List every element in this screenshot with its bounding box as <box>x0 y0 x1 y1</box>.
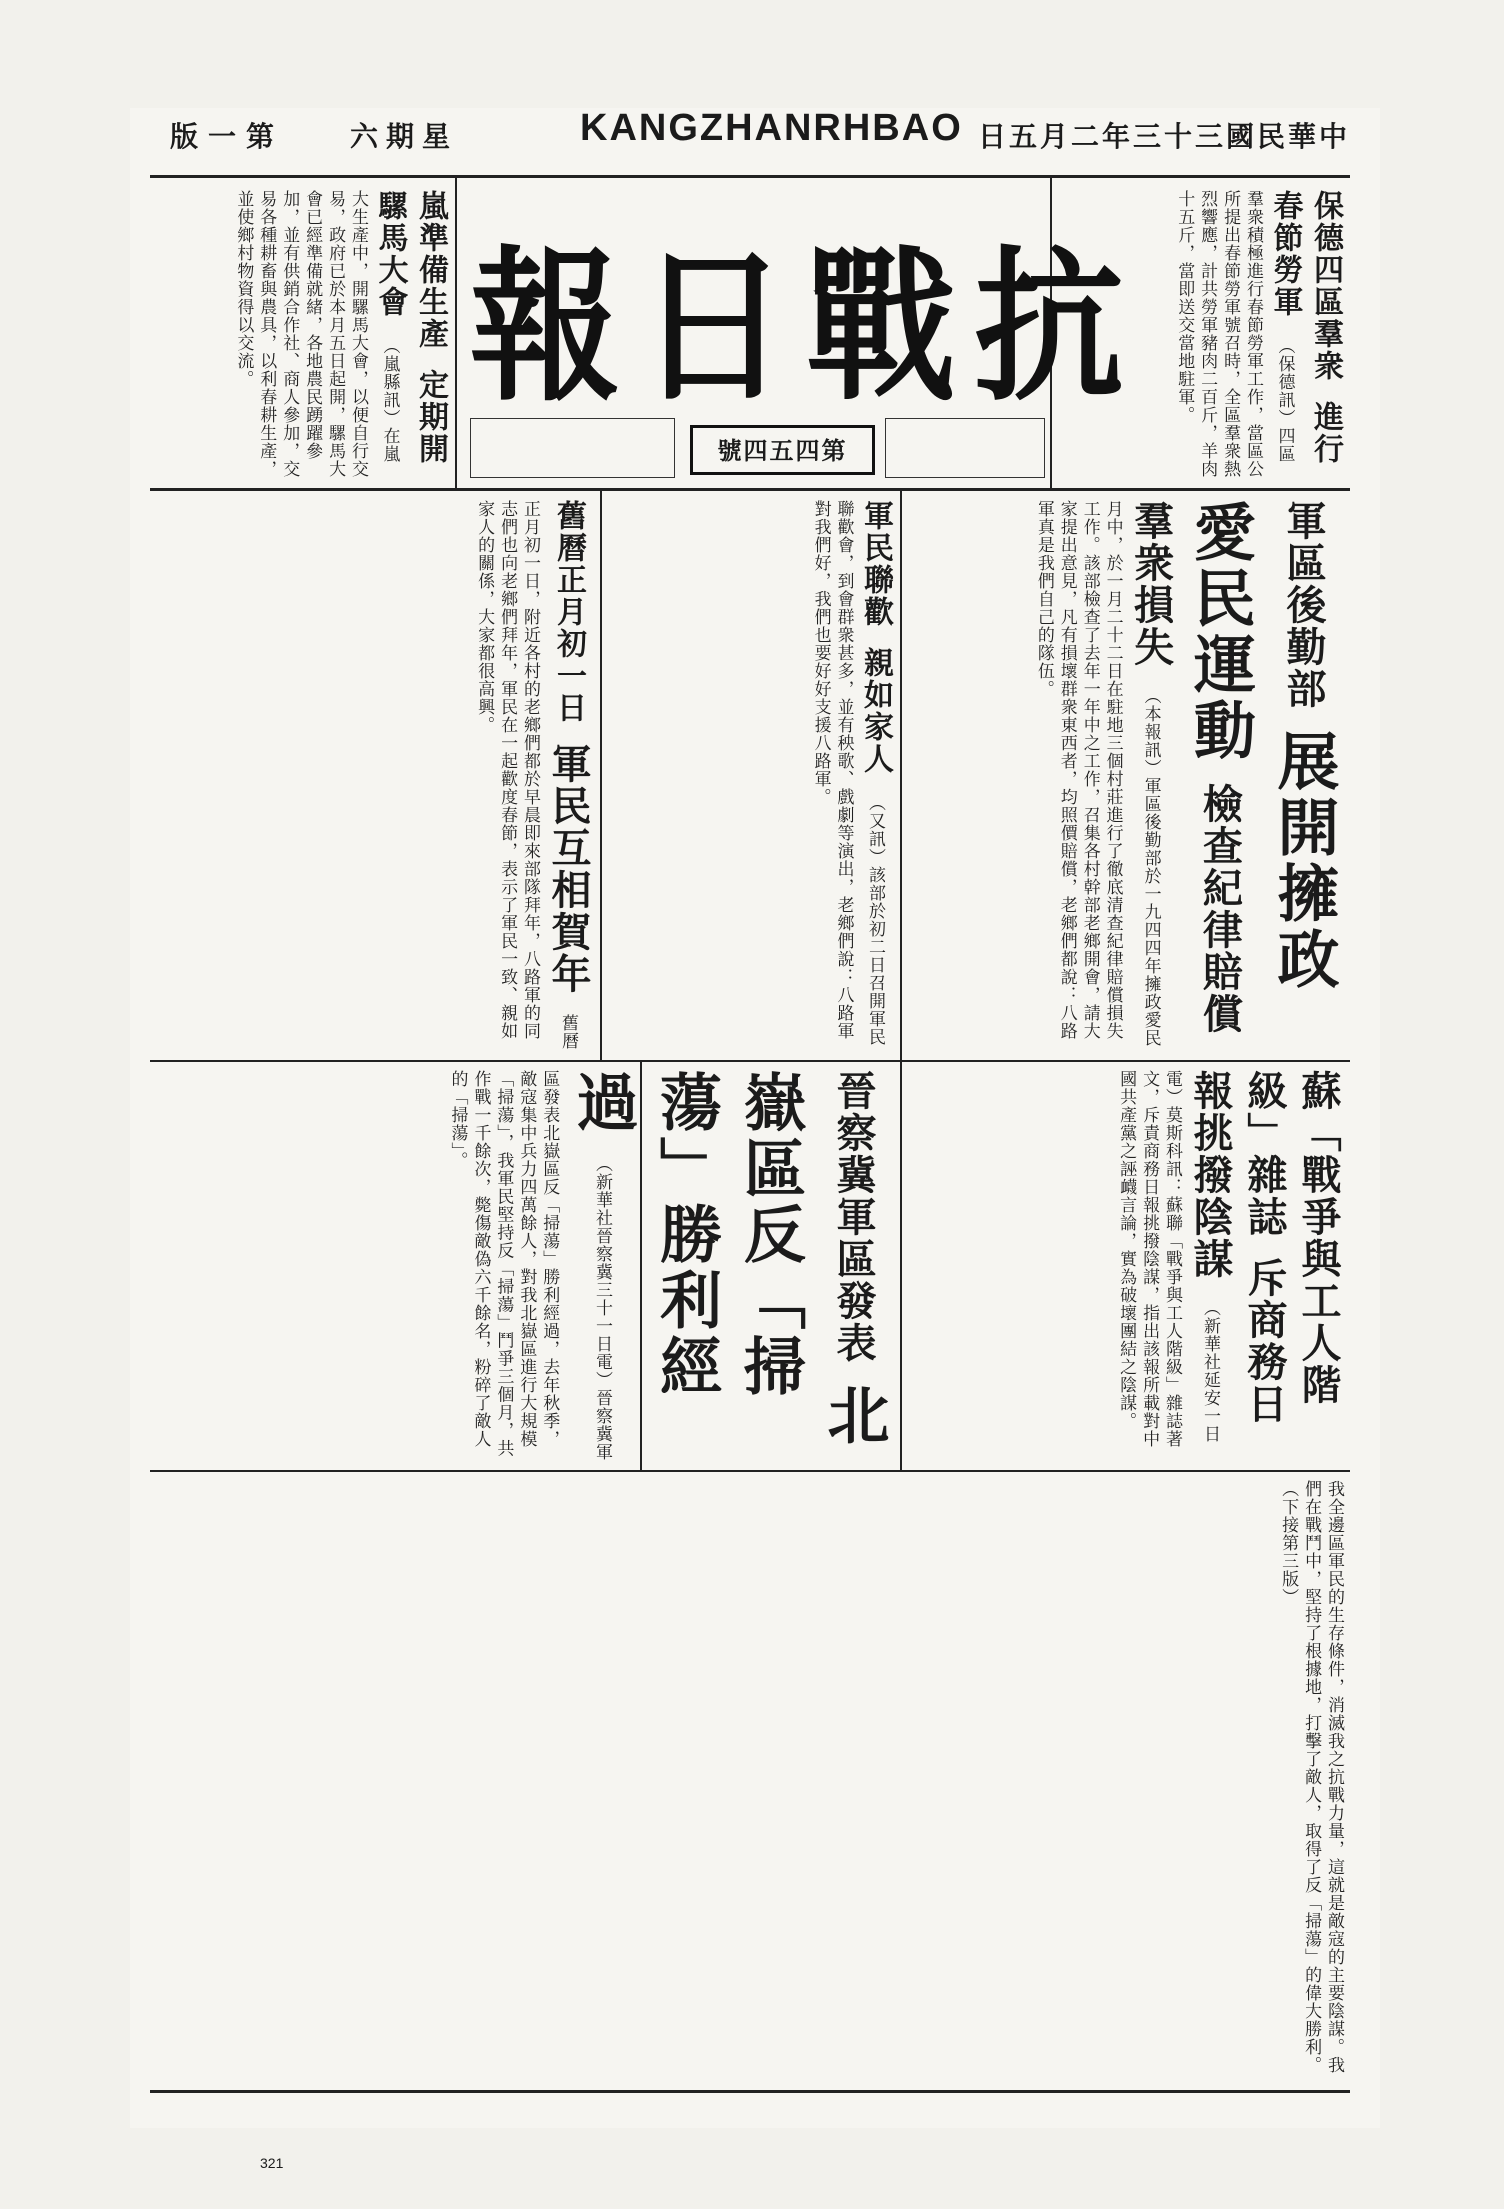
soviet-headline-2: 斥商務日報挑撥陰謀 <box>1187 1070 1288 1425</box>
soviet-article <box>905 1070 1345 1465</box>
weekday-label: 六期星 <box>350 120 459 153</box>
bottom-rule <box>150 2090 1350 2093</box>
battle-article <box>165 1070 895 1465</box>
top-right-article <box>1060 190 1345 480</box>
top-right-body: （保德訊）四區羣衆積極進行春節勞軍工作，當區公所提出春節勞軍號召時，全區羣衆熱烈響應，計共勞軍豬肉二百斤，羊肉十五斤，當即送交當地駐軍。 <box>1174 190 1295 478</box>
lower-continuation-body: 我全邊區軍民的生存條件，消滅我之抗戰力量，這就是敵寇的主要陰謀。我們在戰鬥中，堅持了根據地，打擊了敵人，取得了反「掃蕩」的偉大勝利。（下接第三版） <box>1278 1480 1344 2074</box>
page-number: 321 <box>260 2155 284 2171</box>
soviet-body: （新華社延安一日電）莫斯科訊：蘇聯「戰爭與工人階級」雜誌著文，斥責商務日報挑撥陰謀，指出該報所載對中國共產黨之誣衊言論，實為破壞團結之陰謀。 <box>1116 1070 1220 1448</box>
soviet-headline-1: 蘇「戰爭與工人階級」雜誌 <box>1241 1070 1342 1406</box>
top-left-subhead: 定期開騾馬大會 <box>372 190 448 465</box>
lower-continuation-article <box>165 1480 1345 2080</box>
battle-body: （新華社晉察冀三十一日電）晉察冀軍區發表北嶽區反「掃蕩」勝利經過，去年秋季，敵寇集中兵力四萬餘人，對我北嶽區進行大規模「掃蕩」，我軍民堅持反「掃蕩」鬥爭三個月，共作戰一千餘次，斃傷敵偽六千餘名，粉碎了敵人的「掃蕩」。 <box>447 1070 612 1461</box>
vertical-rule-lunar <box>600 490 602 1060</box>
top-left-body: （嵐縣訊）在嵐大生產中，開騾馬大會，以便自行交易，政府已於本月五日起開，騾馬大會已經準備就緒，各地農民踴躍參加，並有供銷合作社、商人參加，交易各種耕畜與農具，以利春耕生產，並使鄉村物資得以交流。 <box>233 190 400 478</box>
vertical-rule-main <box>900 490 902 1060</box>
lunar-body: 舊曆正月初一日，附近各村的老鄉們都於早晨即來部隊拜年，八路軍的同志們也向老鄉們拜年，軍民在一起歡度春節，表示了軍民一致、親如家人的關係，大家都很高興。 <box>474 500 578 1050</box>
family-headline-2: 親如家人 <box>858 647 893 775</box>
lunar-headline-1: 舊曆正月初一日 <box>551 500 586 724</box>
main-headline-1: 軍區後勤部 <box>1280 500 1327 710</box>
battle-headline-2: 北嶽區反「掃蕩」勝利經過 <box>565 1070 890 1449</box>
main-body: （本報訊）軍區後勤部於一九四四年擁政愛民月中，於一月二十二日在駐地三個村莊進行了徹底清查紀律賠償損失工作。該部檢查了去年一年中之工作，召集各村幹部老鄉開會，請大家提出意見，凡有損壞群衆東西者，均照價賠償，老鄉們都說：八路軍真是我們自己的隊伍。 <box>1033 500 1161 1047</box>
masthead-bottom-rule <box>150 488 1350 491</box>
main-article <box>905 500 1345 1055</box>
lower-horizontal-rule <box>150 1470 1350 1472</box>
battle-headline-1: 晉察冀軍區發表 <box>830 1070 877 1364</box>
top-right-subhead: 進行春節勞軍 <box>1267 190 1343 465</box>
lunar-article <box>165 500 595 1055</box>
masthead-title: 報日戰抗 <box>470 230 1143 425</box>
issue-number: 號四五四第 <box>690 425 875 475</box>
romanized-title: KANGZHANRHBAO <box>580 107 963 149</box>
left-column-rule <box>455 178 457 490</box>
publication-info-right <box>885 418 1045 478</box>
lunar-headline-2: 軍民互相賀年 <box>545 743 592 995</box>
header-strip <box>150 107 1350 175</box>
main-headline-3: 檢查紀律賠償羣衆損失 <box>1127 500 1244 1035</box>
vertical-rule-lower <box>900 1062 902 1472</box>
family-headline-1: 軍民聯歡 <box>858 500 893 628</box>
family-body: （又訊）該部於初二日召開軍民聯歡會，到會群衆甚多，並有秧歌、戲劇等演出，老鄉們說：八路軍對我們好，我們也要好好支援八路軍。 <box>810 500 885 1046</box>
date-label: 日五月二年三十三國民華中 <box>977 120 1350 153</box>
family-article <box>610 500 895 1055</box>
main-headline-2: 展開擁政愛民運動 <box>1183 500 1340 993</box>
mid-horizontal-rule <box>150 1060 1350 1062</box>
top-left-article <box>165 190 450 480</box>
top-rule <box>150 175 1350 178</box>
top-right-headline: 保德四區羣衆 <box>1308 190 1343 382</box>
top-left-headline: 嵐準備生產 <box>413 190 448 350</box>
edition-label: 版一第 <box>170 120 285 153</box>
publication-info-left <box>470 418 675 478</box>
